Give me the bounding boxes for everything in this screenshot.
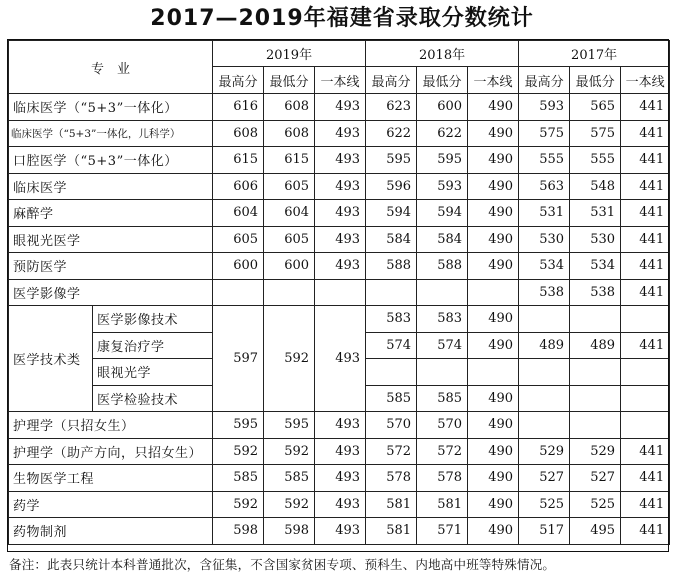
- score-cell: 441: [621, 200, 670, 227]
- score-cell: 584: [366, 226, 417, 253]
- score-cell: 592: [213, 491, 264, 518]
- score-cell: 575: [570, 120, 621, 147]
- score-cell: 595: [366, 147, 417, 174]
- score-cell: 493: [315, 518, 366, 545]
- score-cell: 493: [315, 173, 366, 200]
- score-cell: 585: [264, 465, 315, 492]
- score-cell: [264, 279, 315, 306]
- score-cell: 493: [315, 200, 366, 227]
- score-cell: 593: [417, 173, 468, 200]
- score-cell: 495: [570, 518, 621, 545]
- score-cell: 538: [519, 279, 570, 306]
- score-cell: 489: [519, 332, 570, 359]
- table-row: [9, 438, 670, 465]
- score-cell: 517: [519, 518, 570, 545]
- score-cell: 592: [264, 491, 315, 518]
- score-cell: 592: [264, 306, 315, 412]
- score-cell: 441: [621, 518, 670, 545]
- score-cell: 490: [468, 94, 519, 121]
- score-cell: 490: [468, 253, 519, 280]
- score-cell: 493: [315, 253, 366, 280]
- score-cell: 565: [570, 94, 621, 121]
- score-cell: [468, 359, 519, 386]
- score-cell: 594: [366, 200, 417, 227]
- major-name: 预防医学: [9, 253, 213, 280]
- score-cell: 441: [621, 226, 670, 253]
- score-cell: 600: [417, 94, 468, 121]
- score-cell: 583: [417, 306, 468, 333]
- score-cell: 605: [264, 226, 315, 253]
- score-cell: 493: [315, 147, 366, 174]
- major-header: 专 业: [9, 41, 213, 94]
- table-row: [9, 120, 670, 147]
- col-max: 最高分: [213, 67, 264, 94]
- table-row: [9, 279, 670, 306]
- score-cell: 441: [621, 438, 670, 465]
- score-cell: 493: [315, 465, 366, 492]
- score-cell: 578: [417, 465, 468, 492]
- header-row-years: [9, 41, 670, 67]
- major-name: 临床医学（“5+3”一体化）: [9, 94, 213, 121]
- col-line: 一本线: [315, 67, 366, 94]
- score-cell: 595: [264, 412, 315, 439]
- score-cell: 575: [519, 120, 570, 147]
- score-cell: 571: [417, 518, 468, 545]
- score-cell: 490: [468, 173, 519, 200]
- score-cell: [519, 306, 570, 333]
- table-row: [9, 200, 670, 227]
- score-cell: 493: [315, 226, 366, 253]
- score-cell: 594: [417, 200, 468, 227]
- score-cell: 598: [213, 518, 264, 545]
- score-cell: 592: [213, 438, 264, 465]
- page-title: 2017—2019年福建省录取分数统计: [150, 6, 534, 31]
- score-cell: 588: [366, 253, 417, 280]
- score-cell: [621, 359, 670, 386]
- score-cell: 493: [315, 438, 366, 465]
- score-cell: 490: [468, 491, 519, 518]
- score-cell: 493: [315, 491, 366, 518]
- score-cell: 493: [315, 94, 366, 121]
- table-row: [9, 226, 670, 253]
- score-cell: 595: [213, 412, 264, 439]
- score-cell: 622: [417, 120, 468, 147]
- score-cell: 563: [519, 173, 570, 200]
- score-cell: 441: [621, 465, 670, 492]
- score-cell: 595: [417, 147, 468, 174]
- col-min: 最低分: [264, 67, 315, 94]
- score-cell: 490: [468, 306, 519, 333]
- table-row: [9, 518, 670, 545]
- score-cell: 600: [264, 253, 315, 280]
- major-name: 医学影像学: [9, 279, 213, 306]
- major-name: 眼视光医学: [9, 226, 213, 253]
- score-cell: 588: [417, 253, 468, 280]
- score-cell: [570, 306, 621, 333]
- score-cell: 490: [468, 147, 519, 174]
- score-cell: [570, 359, 621, 386]
- table-row: [9, 147, 670, 174]
- score-table: [8, 40, 670, 545]
- col-line: 一本线: [621, 67, 670, 94]
- score-cell: 572: [417, 438, 468, 465]
- table-row: [9, 491, 670, 518]
- score-cell: 578: [366, 465, 417, 492]
- score-cell: 441: [621, 279, 670, 306]
- score-cell: 441: [621, 491, 670, 518]
- score-cell: 538: [570, 279, 621, 306]
- score-cell: 490: [468, 200, 519, 227]
- score-cell: 585: [366, 385, 417, 412]
- score-cell: 493: [315, 120, 366, 147]
- score-cell: 441: [621, 332, 670, 359]
- sub-major-name: 医学影像技术: [93, 306, 213, 333]
- score-cell: 592: [264, 438, 315, 465]
- major-name: 麻醉学: [9, 200, 213, 227]
- score-cell: 584: [417, 226, 468, 253]
- score-cell: 600: [213, 253, 264, 280]
- score-cell: 531: [570, 200, 621, 227]
- score-cell: 581: [366, 518, 417, 545]
- score-cell: [519, 385, 570, 412]
- score-cell: [213, 279, 264, 306]
- year-header-2017: 2017年: [519, 41, 670, 67]
- score-cell: 490: [468, 332, 519, 359]
- score-cell: 570: [417, 412, 468, 439]
- col-max: 最高分: [519, 67, 570, 94]
- score-cell: [315, 279, 366, 306]
- score-cell: 555: [570, 147, 621, 174]
- score-cell: 570: [366, 412, 417, 439]
- score-cell: 493: [315, 412, 366, 439]
- score-cell: 598: [264, 518, 315, 545]
- score-cell: 441: [621, 120, 670, 147]
- score-cell: 608: [213, 120, 264, 147]
- score-cell: 615: [213, 147, 264, 174]
- score-cell: [366, 359, 417, 386]
- major-name: 临床医学（“5+3”一体化，儿科学）: [9, 120, 213, 147]
- major-name: 护理学（助产方向，只招女生）: [9, 438, 213, 465]
- score-cell: 583: [366, 306, 417, 333]
- table-row: [9, 306, 670, 333]
- score-cell: 608: [264, 94, 315, 121]
- score-cell: 622: [366, 120, 417, 147]
- score-cell: 529: [519, 438, 570, 465]
- major-name: 生物医学工程: [9, 465, 213, 492]
- score-cell: 605: [213, 226, 264, 253]
- score-cell: 548: [570, 173, 621, 200]
- score-cell: 525: [570, 491, 621, 518]
- score-cell: [570, 412, 621, 439]
- major-name: 临床医学: [9, 173, 213, 200]
- score-cell: 490: [468, 226, 519, 253]
- table-row: [9, 412, 670, 439]
- table-row: [9, 94, 670, 121]
- score-cell: 490: [468, 120, 519, 147]
- score-cell: 596: [366, 173, 417, 200]
- score-cell: 525: [519, 491, 570, 518]
- score-cell: 605: [264, 173, 315, 200]
- footnote: 备注：此表只统计本科普通批次，含征集，不含国家贫困专项、预科生、内地高中班等特殊情况。: [9, 557, 556, 572]
- score-cell: 574: [366, 332, 417, 359]
- col-min: 最低分: [417, 67, 468, 94]
- score-cell: 585: [213, 465, 264, 492]
- score-cell: 529: [570, 438, 621, 465]
- col-max: 最高分: [366, 67, 417, 94]
- score-cell: 604: [264, 200, 315, 227]
- table-row: [9, 465, 670, 492]
- score-cell: 493: [315, 306, 366, 412]
- major-name: 药物制剂: [9, 518, 213, 545]
- score-cell: [417, 359, 468, 386]
- sub-major-name: 康复治疗学: [93, 332, 213, 359]
- score-cell: 608: [264, 120, 315, 147]
- score-cell: 530: [570, 226, 621, 253]
- score-cell: 616: [213, 94, 264, 121]
- score-cell: 581: [417, 491, 468, 518]
- col-line: 一本线: [468, 67, 519, 94]
- year-header-2018: 2018年: [366, 41, 519, 67]
- score-cell: 555: [519, 147, 570, 174]
- sub-major-name: 医学检验技术: [93, 385, 213, 412]
- score-cell: 441: [621, 173, 670, 200]
- score-cell: 597: [213, 306, 264, 412]
- score-cell: 490: [468, 438, 519, 465]
- year-header-2019: 2019年: [213, 41, 366, 67]
- score-cell: 441: [621, 147, 670, 174]
- score-cell: [621, 385, 670, 412]
- score-cell: 441: [621, 253, 670, 280]
- score-cell: [366, 279, 417, 306]
- major-name: 药学: [9, 491, 213, 518]
- table-row: [9, 173, 670, 200]
- group-name: 医学技术类: [9, 306, 93, 412]
- score-cell: 490: [468, 518, 519, 545]
- score-cell: [519, 359, 570, 386]
- score-cell: 574: [417, 332, 468, 359]
- score-cell: 531: [519, 200, 570, 227]
- score-cell: 534: [519, 253, 570, 280]
- score-cell: 530: [519, 226, 570, 253]
- score-cell: 623: [366, 94, 417, 121]
- score-cell: [519, 412, 570, 439]
- score-cell: 490: [468, 385, 519, 412]
- score-cell: 490: [468, 412, 519, 439]
- major-name: 口腔医学（“5+3”一体化）: [9, 147, 213, 174]
- score-cell: 489: [570, 332, 621, 359]
- score-cell: 490: [468, 465, 519, 492]
- score-cell: 581: [366, 491, 417, 518]
- score-cell: 572: [366, 438, 417, 465]
- score-cell: [570, 385, 621, 412]
- sub-major-name: 眼视光学: [93, 359, 213, 386]
- score-cell: 604: [213, 200, 264, 227]
- score-cell: [417, 279, 468, 306]
- score-cell: 585: [417, 385, 468, 412]
- score-cell: 441: [621, 94, 670, 121]
- score-cell: [621, 306, 670, 333]
- score-cell: 534: [570, 253, 621, 280]
- score-cell: 615: [264, 147, 315, 174]
- score-cell: 527: [570, 465, 621, 492]
- table-row: [9, 253, 670, 280]
- score-cell: 606: [213, 173, 264, 200]
- score-cell: 593: [519, 94, 570, 121]
- col-min: 最低分: [570, 67, 621, 94]
- score-cell: [621, 412, 670, 439]
- score-cell: 527: [519, 465, 570, 492]
- major-name: 护理学（只招女生）: [9, 412, 213, 439]
- score-cell: [468, 279, 519, 306]
